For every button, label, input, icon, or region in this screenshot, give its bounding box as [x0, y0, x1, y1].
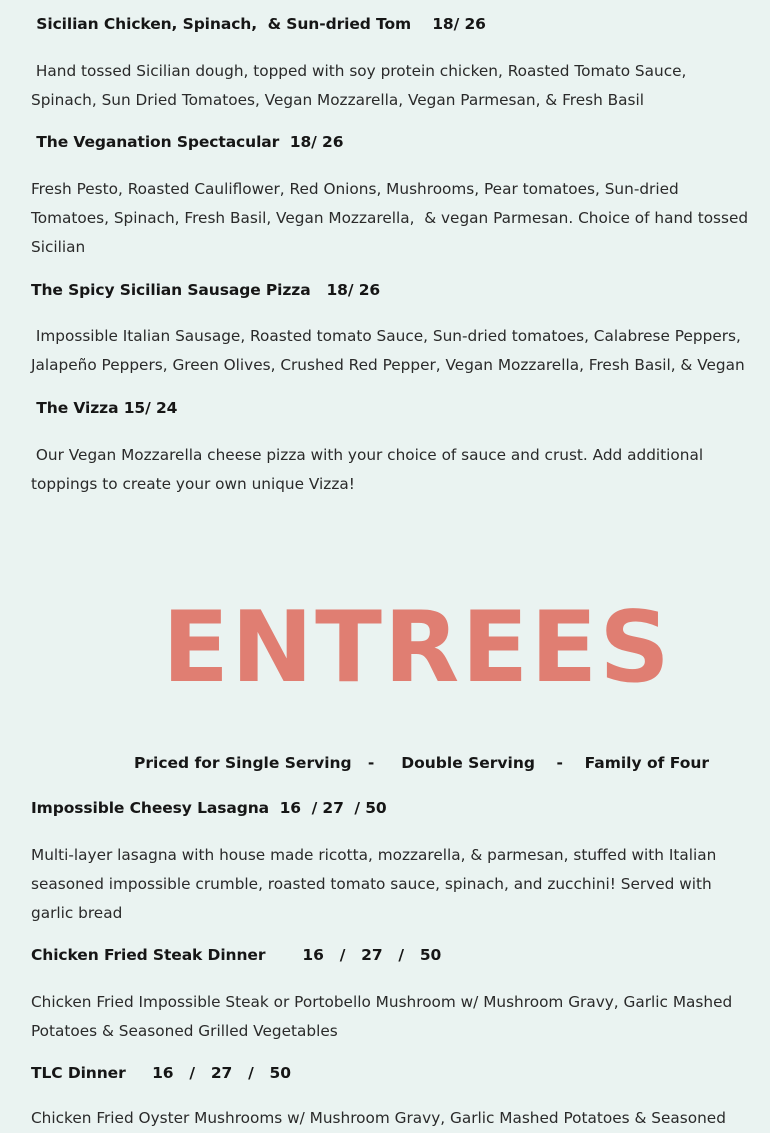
menu-item-title: The Veganation Spectacular 18/ 26: [31, 133, 344, 151]
menu-item-description: Our Vegan Mozzarella cheese pizza with your choice of sauce and crust. Add additional toppings to create your own unique Vizza!: [31, 446, 704, 493]
menu-item-title: Sicilian Chicken, Spinach, & Sun-dried Tom 18/ 26: [31, 15, 486, 33]
menu-item-description: Chicken Fried Oyster Mushrooms w/ Mushroom Gravy, Garlic Mashed Potatoes & Seasoned: [31, 1109, 726, 1127]
section-heading-entrees: ENTREES: [162, 591, 672, 705]
menu-item-description: Fresh Pesto, Roasted Cauliflower, Red Onions, Mushrooms, Pear tomatoes, Sun-dried Tomatoes, Spinach, Fresh Basil, Vegan Mozzarella, & vegan Parmesan. Choice of hand tossed Sicilian: [31, 180, 749, 256]
menu-item-description: Hand tossed Sicilian dough, topped with soy protein chicken, Roasted Tomato Sauce, Spinach, Sun Dried Tomatoes, Vegan Mozzarella, Vegan Parmesan, & Fresh Basil: [31, 62, 687, 109]
menu-item-title: Impossible Cheesy Lasagna 16 / 27 / 50: [31, 799, 387, 817]
menu-item-description: Chicken Fried Impossible Steak or Portobello Mushroom w/ Mushroom Gravy, Garlic Mashed Potatoes & Seasoned Grilled Vegetables: [31, 993, 733, 1040]
menu-item-title: Chicken Fried Steak Dinner 16 / 27 / 50: [31, 946, 442, 964]
menu-item-title: The Spicy Sicilian Sausage Pizza 18/ 26: [31, 281, 381, 299]
menu-item-title: The Vizza 15/ 24: [31, 399, 178, 417]
menu-item-title: TLC Dinner 16 / 27 / 50: [31, 1064, 291, 1082]
menu-item-description: Impossible Italian Sausage, Roasted tomato Sauce, Sun-dried tomatoes, Calabrese Peppers, Jalapeño Peppers, Green Olives, Crushed Red Pepper, Vegan Mozzarella, Fresh Basil, & Vegan: [31, 327, 745, 374]
menu-item-description: Multi-layer lasagna with house made ricotta, mozzarella, & parmesan, stuffed with Italian seasoned impossible crumble, roasted tomato sauce, spinach, and zucchini! Served with garlic bread: [31, 846, 717, 922]
serving-price-header: Priced for Single Serving - Double Serving - Family of Four: [134, 754, 710, 772]
